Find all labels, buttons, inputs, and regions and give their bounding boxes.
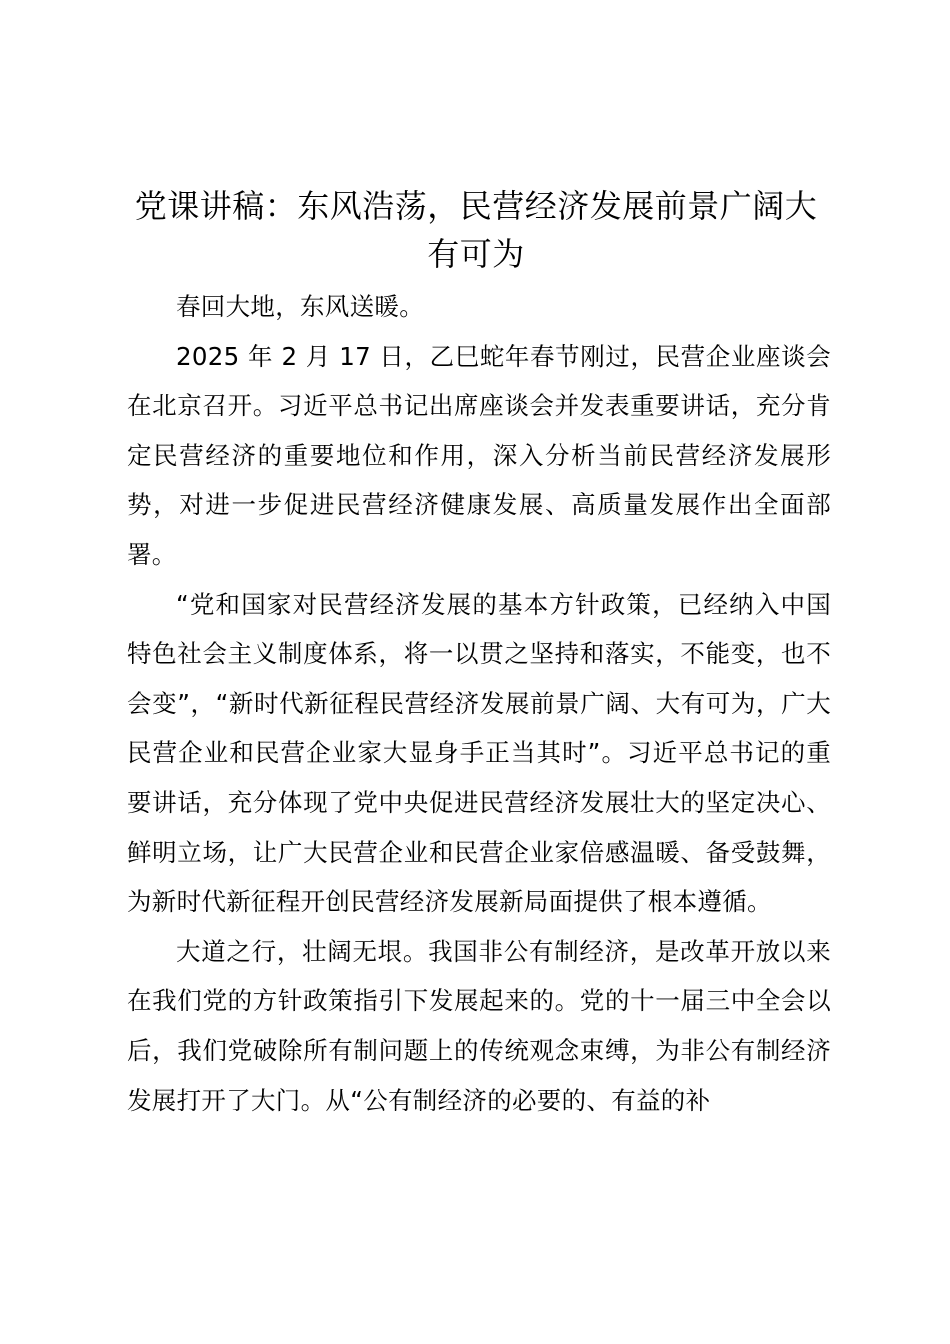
paragraph-history: 大道之行，壮阔无垠。我国非公有制经济，是改革开放以来在我们党的方针政策指引下发展起来的。党的十一届三中全会以后，我们党破除所有制问题上的传统观念束缚，为非公有制经济发展打开了大门。从“公有制经济的必要的、有益的补 (127, 936, 831, 1115)
paragraph-intro: 春回大地，东风送暖。 (176, 292, 424, 321)
document-body (127, 282, 831, 1125)
paragraph-quote: “党和国家对民营经济发展的基本方针政策，已经纳入中国特色社会主义制度体系，将一以贯之坚持和落实，不能变，也不会变”，“新时代新征程民营经济发展前景广阔、大有可为，广大民营企业和民营企业家大显身手正当其时”。习近平总书记的重要讲话，充分体现了党中央促进民营经济发展壮大的坚定决心、鲜明立场，让广大民营企业和民营企业家倍感温暖、备受鼓舞，为新时代新征程开创民营经济发展新局面提供了根本遵循。 (127, 589, 831, 917)
document-title: 党课讲稿：东风浩荡，民营经济发展前景广阔大有可为 (134, 187, 818, 273)
paragraph-symposium: 2025 年 2 月 17 日，乙巳蛇年春节刚过，民营企业座谈会在北京召开。习近平总书记出席座谈会并发表重要讲话，充分肯定民营经济的重要地位和作用，深入分析当前民营经济发展形势，对进一步促进民营经济健康发展、高质量发展作出全面部署。 (127, 341, 831, 569)
